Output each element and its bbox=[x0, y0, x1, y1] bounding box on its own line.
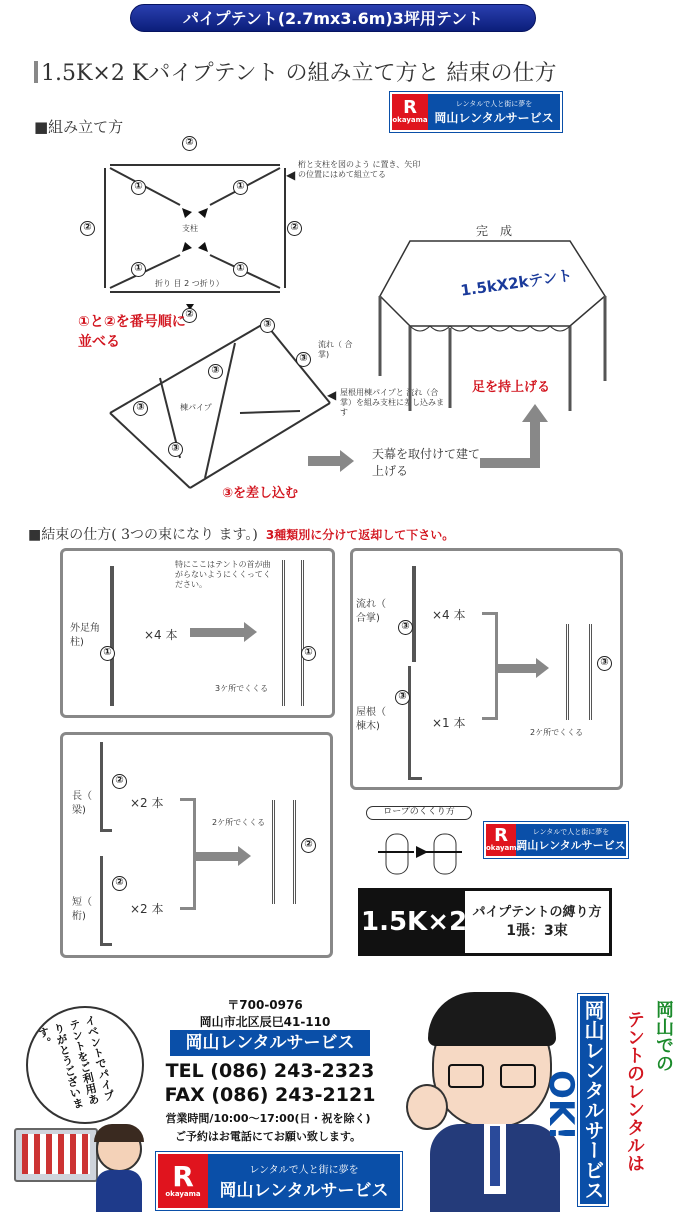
label-2-right: ② bbox=[287, 221, 302, 236]
summary-size: 1.5K×2K bbox=[361, 891, 465, 953]
postal-code: 〒700-0976 bbox=[227, 998, 303, 1012]
step1-text: ①と②を番号順に並べる bbox=[78, 314, 186, 350]
business-hours: 営業時間/10:00～17:00(日・祝を除く) bbox=[165, 1112, 371, 1125]
roof-note: 屋根用棟パイプと 流れ（合掌）を組み支柱に差し込みます bbox=[340, 388, 444, 417]
tent-label: 1.5kX2kテント bbox=[459, 266, 574, 300]
company-name: 岡山レンタルサービス bbox=[170, 1030, 370, 1056]
page-banner: パイプテント(2.7mx3.6m)3坪用テント bbox=[130, 4, 536, 32]
label-1-tl: ① bbox=[131, 180, 146, 195]
arrow-right-icon bbox=[238, 846, 251, 866]
label-2-left: ② bbox=[80, 221, 95, 236]
nagare-panel-label: 流れ（ 合掌) bbox=[356, 599, 386, 624]
roof-count: ×1 本 bbox=[432, 716, 466, 730]
arrow-right-icon bbox=[536, 658, 549, 678]
outer-legs-label: 外足角柱) bbox=[70, 623, 100, 648]
nagare-label: 流れ（ 合掌) bbox=[318, 340, 353, 359]
binding-heading: ■結束の仕方( 3つの束になり ます。) 3種類別に分けて返却して下さい。 bbox=[28, 527, 455, 543]
bundle-2-illustration bbox=[272, 800, 296, 904]
arrow-left-icon: ◀ bbox=[286, 168, 296, 182]
complete-label: 完 成 bbox=[476, 224, 513, 238]
nagare-count: ×4 本 bbox=[432, 608, 466, 622]
assembly-heading: ■組み立て方 bbox=[34, 118, 124, 136]
canopy-text: 天幕を取付けて建て上げる bbox=[372, 447, 481, 478]
bubble-text: イベントでパイプテントをご利用ありがとうございます。 bbox=[35, 1013, 117, 1111]
bundle-3-illustration bbox=[566, 624, 592, 720]
short-beam-count: ×2 本 bbox=[130, 902, 164, 916]
label-1-br: ① bbox=[233, 262, 248, 277]
long-beam-count: ×2 本 bbox=[130, 796, 164, 810]
label-3-c: ③ bbox=[208, 364, 223, 379]
ok-text: OK! bbox=[541, 1070, 581, 1141]
label-3-a: ③ bbox=[260, 318, 275, 333]
glasses-icon bbox=[448, 1064, 484, 1088]
arrow-right-icon bbox=[244, 622, 257, 642]
lift-text: 足を持上げる bbox=[472, 380, 551, 395]
rope-title: ロープのくくり方 bbox=[366, 806, 472, 820]
page-title-text: 1.5K×2 Kパイプテント の組み立て方と 結束の仕方 bbox=[41, 61, 557, 86]
page-title bbox=[34, 56, 557, 87]
label-1-tr: ① bbox=[233, 180, 248, 195]
ok-hand-icon bbox=[406, 1084, 448, 1130]
outer-legs-note: 特にここはテントの首が曲がらないようにくくってください。 bbox=[175, 560, 271, 589]
label-2-top: ② bbox=[182, 136, 197, 151]
catch-line2: テントのレンタルは bbox=[624, 1010, 645, 1172]
summary-box bbox=[358, 888, 612, 956]
summary-line2: 1張：3束 bbox=[506, 923, 568, 939]
outer-legs-count: ×4 本 bbox=[144, 628, 178, 642]
label-3-e: ③ bbox=[168, 442, 183, 457]
company-logo-top: R okayama レンタルで人と街に夢を 岡山レンタルサービス bbox=[390, 92, 562, 132]
reservation-note: ご予約はお電話にてお願い致します。 bbox=[174, 1130, 362, 1143]
fax: FAX (086) 243-2121 bbox=[164, 1084, 376, 1106]
label-1-bl: ① bbox=[131, 262, 146, 277]
tel[interactable]: TEL (086) 243-2323 bbox=[165, 1060, 375, 1082]
step3-text: ③を差し込む bbox=[222, 486, 299, 501]
company-logo-mid: R okayama レンタルで人と街に夢を 岡山レンタルサービス bbox=[484, 822, 628, 858]
company-logo-bottom: R okayama レンタルで人と街に夢を 岡山レンタルサービス bbox=[156, 1152, 402, 1210]
long-beam-label: 長（ 梁) bbox=[72, 791, 92, 816]
catch-line1: 岡山での bbox=[653, 1000, 674, 1072]
beams-tie: 2ケ所でくくる bbox=[212, 818, 266, 827]
bundle-1-illustration bbox=[282, 560, 304, 706]
arrow-left-icon: ◀ bbox=[327, 388, 337, 402]
short-beam-label: 短（ 桁) bbox=[72, 897, 92, 922]
summary-line1: パイプテントの縛り方 bbox=[472, 905, 602, 920]
roof-tie: 2ケ所でくくる bbox=[530, 728, 584, 737]
fold-label: 折り 目 2 つ折り） bbox=[155, 279, 224, 288]
frame-layout-diagram bbox=[80, 130, 320, 330]
support-label: 支柱 bbox=[182, 224, 198, 233]
label-2-bottom: ② bbox=[182, 308, 197, 323]
label-3-d: ③ bbox=[133, 401, 148, 416]
top-note: 桁と支柱を図のよう に置き、矢印の位置にはめて組立てる bbox=[298, 160, 421, 179]
outer-legs-tie: 3ケ所でくくる bbox=[215, 684, 269, 693]
arrow-right-icon bbox=[308, 456, 342, 466]
label-3-b: ③ bbox=[296, 352, 311, 367]
ridge-pipe-label: 棟パイプ bbox=[180, 403, 212, 412]
roof-panel-label: 屋根（ 棟木) bbox=[356, 707, 386, 732]
vertical-company: 岡山レンタルサービスで bbox=[555, 1000, 605, 1200]
address: 岡山市北区辰巳41-110 bbox=[199, 1015, 331, 1029]
rope-tie-illustration bbox=[376, 824, 476, 880]
